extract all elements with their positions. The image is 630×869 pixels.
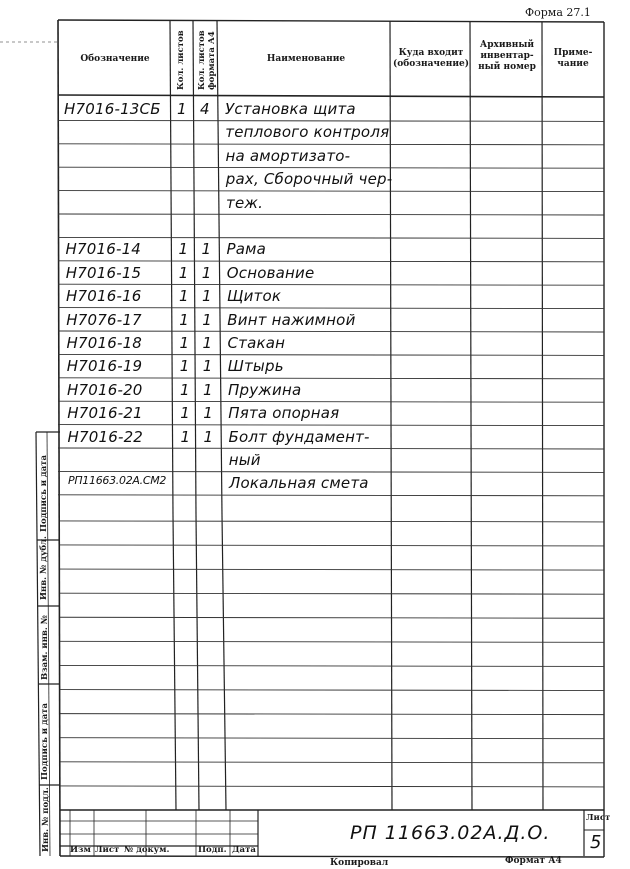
sheets-cell: 1 [179,310,189,329]
name-cell: на амортизато- [225,146,351,165]
header-sheets-count: Кол. листов [176,30,186,90]
designation-cell: Н7076-17 [66,310,142,329]
a4-cell: 1 [202,334,213,352]
designation-cell: Н7016-20 [67,380,143,399]
a4-cell: 1 [201,263,212,282]
designation-cell: Н7016-18 [66,334,143,352]
footer-sheet: Лист [95,845,120,855]
header-archive-no: Архивный инвентар- ный номер [478,40,536,72]
designation-cell: Н7016-14 [65,240,142,259]
footer-date: Дата [232,845,256,855]
name-cell: Винт нажимной [227,310,356,329]
sheet-number: 5 [590,832,602,853]
a4-cell: 1 [203,404,213,423]
footer-format: Формат А4 [505,856,562,866]
sheets-cell: 1 [177,100,187,118]
name-cell: Щиток [227,287,282,306]
side-sign-date-1: Подпись и дата [39,454,49,532]
name-cell: Стакан [227,334,286,352]
name-cell: ный [228,451,261,469]
name-cell: рах, Сборочный чер- [225,170,393,189]
designation-cell: Н7016-21 [67,404,143,423]
header-name: Наименование [266,54,346,64]
a4-cell: 1 [201,240,212,259]
header-a4-format: Кол. листов формата А4 [197,30,217,90]
a4-cell: 4 [200,100,210,118]
name-cell: Установка щита [225,100,356,118]
document-code: РП 11663.02А.Д.О. [350,822,551,844]
designation-cell: Н7016-15 [65,263,142,282]
sheets-cell: 1 [178,240,189,259]
a4-cell: 1 [202,310,212,329]
sheets-cell: 1 [180,380,190,399]
side-orig-inv: Инв. № подл. [41,787,51,852]
sheets-cell: 1 [178,263,189,282]
a4-cell: 1 [203,380,213,399]
name-cell: Основание [226,263,315,282]
side-sign-date-2: Подпись и дата [40,702,50,780]
designation-cell: Н7016-16 [66,287,142,306]
sheets-cell: 1 [180,404,190,423]
footer-signature: Подп. [198,845,227,855]
header-where-used: Куда входит (обозначение) [393,48,469,69]
name-cell: теж. [226,193,264,212]
side-replaces-inv: Взам. инв. № [40,614,50,680]
form-number: Форма 27.1 [525,6,591,19]
footer-sheet-label: Лист [586,813,611,823]
footer-change: Изм [70,845,91,855]
header-note: Приме- чание [553,48,593,69]
designation-cell: Н7016-22 [67,427,144,446]
designation-cell: РП11663.02А.СМ2 [68,474,167,488]
sheets-cell: 1 [179,287,189,306]
side-dup-inv: Инв. № дубл. [39,535,49,600]
name-cell: Локальная смета [229,474,369,493]
name-cell: теплового контроля [225,123,390,142]
name-cell: Штырь [227,357,284,376]
designation-cell: Н7016-19 [66,357,143,376]
sheets-cell: 1 [180,427,191,446]
name-cell: Пята опорная [228,404,340,423]
name-cell: Рама [226,240,267,259]
name-cell: Пружина [228,380,302,399]
header-designation: Обозначение [80,54,150,64]
footer-doc-no: № докум. [124,845,170,855]
footer-copied: Копировал [330,858,389,868]
a4-cell: 1 [203,427,214,446]
sheets-cell: 1 [179,357,190,376]
a4-cell: 1 [202,357,213,376]
name-cell: Болт фундамент- [228,427,370,446]
a4-cell: 1 [202,287,212,306]
sheets-cell: 1 [179,334,190,352]
designation-cell: Н7016-13СБ [64,100,161,118]
